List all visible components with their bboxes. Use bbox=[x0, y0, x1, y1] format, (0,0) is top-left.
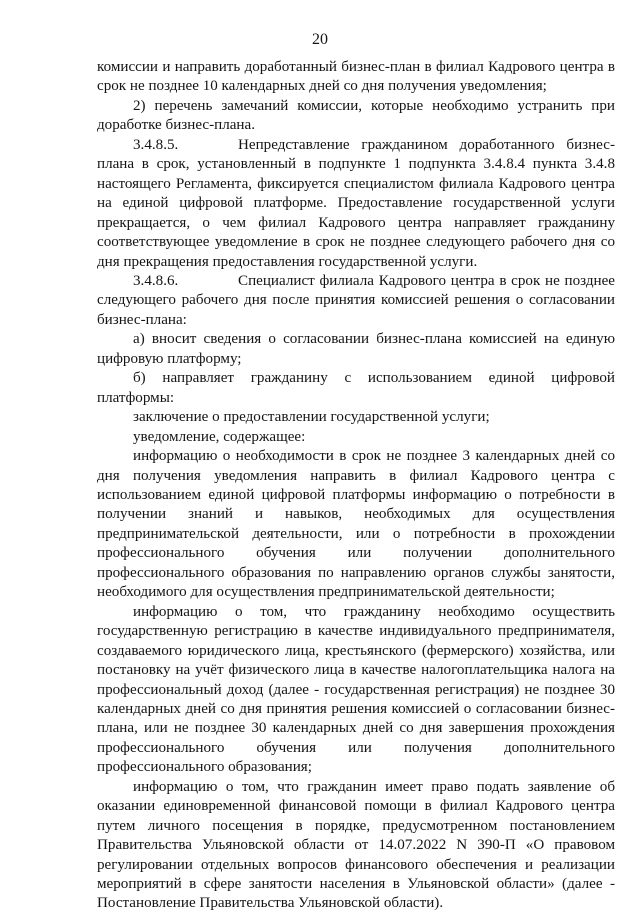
paragraph-info-training: информацию о необходимости в срок не позднее 3 календарных дней со дня получения уведомления направить в филиал Кадрового центра с использованием единой цифровой платформы информацию о потребности в получении знаний и навыков, необходимых для осуществления предпринимательской деятельности, или о потребности в прохождении профессионального обучения или получении дополнительного профессионального образования по направлению органов службы занятости, необходимого для осуществления предпринимательской деятельности; bbox=[97, 448, 615, 601]
paragraph-notice: уведомление, содержащее: bbox=[133, 428, 306, 445]
clause-text: Непредставление гражданином доработанного бизнес-плана в срок, установленный в подпункте 1 подпункта 3.4.8.4 пункта 3.4.8 настоящего Регламента, фиксируется специалистом филиала Кадрового центра на единой цифровой платформе. Предоставление государственной услуги прекращается, о чем филиал Кадрового центра направляет гражданину соответствующее уведомление в срок не позднее следующего рабочего дня со дня прекращения предоставления государственной услуги. bbox=[97, 136, 615, 270]
paragraph-info-financial-aid: информацию о том, что гражданин имеет право подать заявление об оказании единовременной финансовой помощи в филиал Кадрового центра путем личного посещения в порядке, предусмотренном постановлением Правительства Ульяновской области от 14.07.2022 N 390-П «О правовом регулировании отдельных вопросов финансового обеспечения и реализации мероприятий в сфере занятости населения в Ульяновской области» (далее - Постановление Правительства Ульяновской области). bbox=[97, 778, 615, 912]
paragraph-3-4-8-5 bbox=[97, 136, 615, 272]
paragraph-info-registration: информацию о том, что гражданину необходимо осуществить государственную регистрацию в качестве индивидуального предпринимателя, создаваемого юридического лица, крестьянского (фермерского) хозяйства, или постановку на учёт физического лица в качестве налогоплательщика налога на профессиональный доход (далее - государственная регистрация) не позднее 30 календарных дней со дня принятия решения комиссией о согласовании бизнес-плана, или не позднее 30 календарных дней со дня завершения прохождения профессионального обучения или получения дополнительного профессионального образования; bbox=[97, 603, 615, 776]
paragraph-continuation: комиссии и направить доработанный бизнес-план в филиал Кадрового центра в срок не позднее 10 календарных дней со дня получения уведомления; bbox=[97, 59, 615, 95]
paragraph-remarks-list: 2) перечень замечаний комиссии, которые необходимо устранить при доработке бизнес-плана. bbox=[97, 97, 615, 134]
paragraph-item-a: а) вносит сведения о согласовании бизнес-плана комиссией на единую цифровую платформу; bbox=[97, 331, 615, 367]
paragraph-item-b: б) направляет гражданину с использованием единой цифровой платформы: bbox=[97, 370, 615, 406]
document-body bbox=[97, 58, 615, 914]
clause-text: Специалист филиала Кадрового центра в срок не позднее следующего рабочего дня после принятия комиссией решения о согласовании бизнес-плана: bbox=[97, 272, 615, 328]
paragraph-conclusion: заключение о предоставлении государственной услуги; bbox=[133, 409, 490, 426]
page-number: 20 bbox=[312, 31, 328, 48]
paragraph-3-4-8-6 bbox=[97, 272, 615, 330]
clause-number: 3.4.8.6. bbox=[133, 272, 179, 289]
clause-number: 3.4.8.5. bbox=[133, 136, 179, 153]
